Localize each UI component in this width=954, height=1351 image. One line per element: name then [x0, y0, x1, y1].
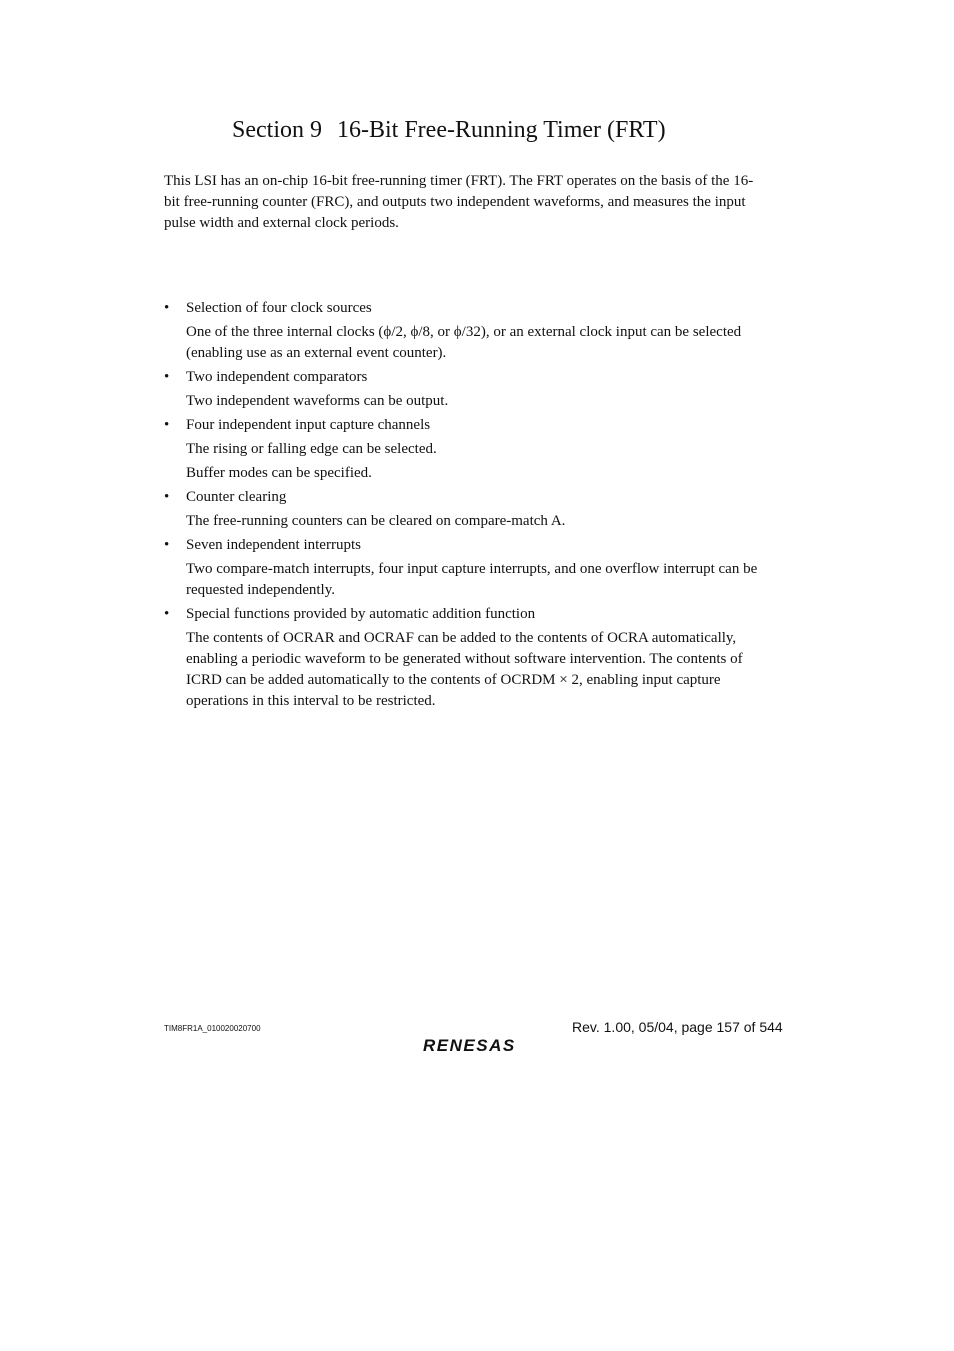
bullet-icon: •	[164, 417, 170, 433]
document-code: TIM8FR1A_010020020700	[164, 1024, 261, 1033]
feature-description-line: ICRD can be added automatically to the contents of OCRDM × 2, enabling input capture	[186, 672, 721, 688]
feature-description-line: One of the three internal clocks (ϕ/2, ϕ/8, or ϕ/32), or an external clock input can be selected	[186, 324, 742, 340]
feature-item	[164, 367, 814, 412]
feature-description	[186, 628, 814, 712]
feature-title: Selection of four clock sources	[186, 300, 372, 316]
feature-title: Four independent input capture channels	[186, 417, 431, 433]
feature-description-line: Buffer modes can be specified.	[186, 465, 372, 481]
feature-title: Two independent comparators	[186, 369, 368, 385]
bullet-icon: •	[164, 489, 170, 505]
feature-description	[186, 322, 814, 364]
features-list	[164, 298, 814, 715]
intro-line: pulse width and external clock periods.	[164, 215, 399, 231]
section-heading	[232, 114, 666, 146]
feature-item	[164, 487, 814, 532]
feature-description-line: Two independent waveforms can be output.	[186, 393, 449, 409]
feature-item	[164, 535, 814, 601]
feature-description	[186, 439, 814, 460]
feature-description	[186, 463, 814, 484]
feature-description-line: enabling a periodic waveform to be generated without software intervention. The contents of	[186, 651, 743, 667]
renesas-logo	[422, 1035, 542, 1055]
feature-item	[164, 298, 814, 364]
feature-title: Seven independent interrupts	[186, 537, 361, 553]
bullet-icon: •	[164, 537, 170, 553]
page-reference: Rev. 1.00, 05/04, page 157 of 544	[572, 1019, 783, 1035]
feature-description	[186, 511, 814, 532]
feature-title: Special functions provided by automatic addition function	[186, 606, 536, 622]
feature-item	[164, 604, 814, 712]
section-number: Section 9	[232, 117, 322, 143]
feature-description-line: operations in this interval to be restricted.	[186, 693, 436, 709]
intro-line: bit free-running counter (FRC), and outputs two independent waveforms, and measures the input	[164, 194, 746, 210]
feature-description	[186, 559, 814, 601]
logo-text: RENESAS	[423, 1036, 516, 1055]
feature-description-line: The free-running counters can be cleared on compare-match A.	[186, 513, 566, 529]
bullet-icon: •	[164, 369, 170, 385]
section-title: 16-Bit Free-Running Timer (FRT)	[337, 117, 666, 143]
feature-item	[164, 415, 814, 484]
feature-description-line: The contents of OCRAR and OCRAF can be added to the contents of OCRA automatically,	[186, 630, 737, 646]
feature-title: Counter clearing	[186, 489, 287, 505]
intro-line: This LSI has an on-chip 16-bit free-running timer (FRT). The FRT operates on the basis of the 16-	[164, 173, 754, 189]
feature-description-line: Two compare-match interrupts, four input capture interrupts, and one overflow interrupt can be	[186, 561, 758, 577]
bullet-icon: •	[164, 300, 170, 316]
bullet-icon: •	[164, 606, 170, 622]
feature-description-line: The rising or falling edge can be selected.	[186, 441, 437, 457]
feature-description-line: (enabling use as an external event counter).	[186, 345, 447, 361]
intro-paragraph	[164, 171, 804, 234]
feature-description	[186, 391, 814, 412]
feature-description-line: requested independently.	[186, 582, 335, 598]
